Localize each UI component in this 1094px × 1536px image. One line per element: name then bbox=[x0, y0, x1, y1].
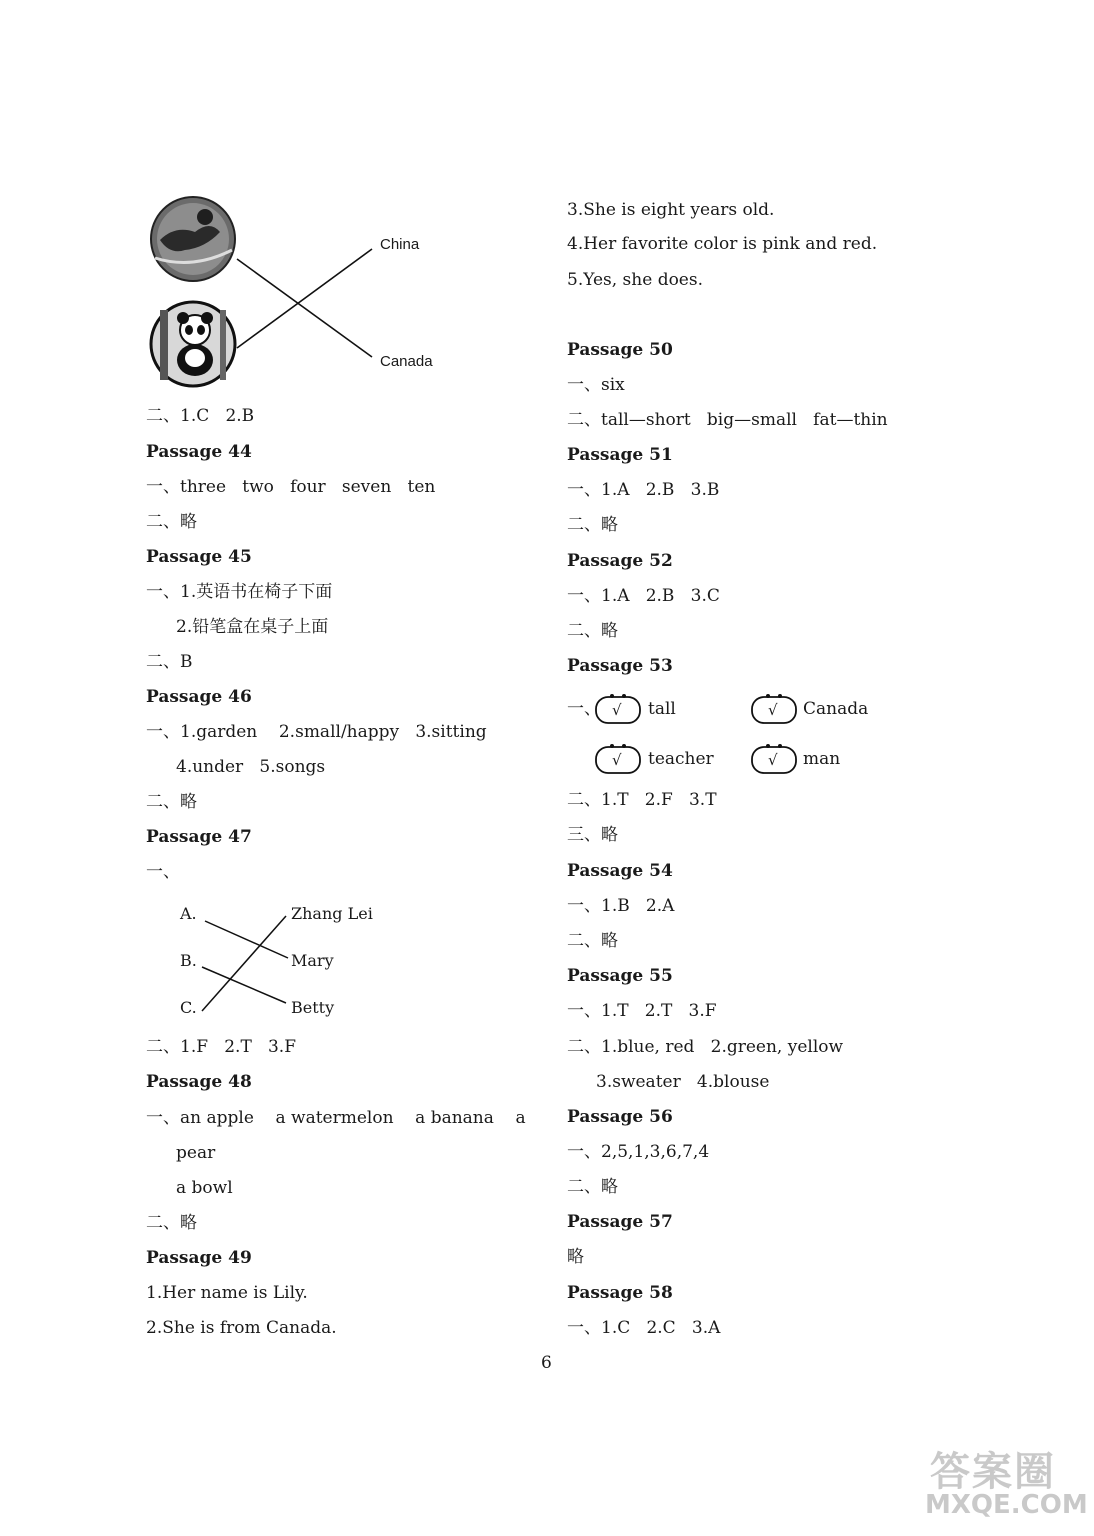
name-mary: Mary bbox=[291, 951, 334, 970]
answer-line: pear bbox=[176, 1143, 216, 1163]
answer-line: 二、略 bbox=[567, 1177, 618, 1197]
watermark-title: 答案圈 bbox=[930, 1449, 1056, 1495]
check-mark-icon: √ bbox=[612, 751, 622, 769]
answer-line: 5.Yes, she does. bbox=[567, 270, 703, 290]
answer-line: 一、an apple a watermelon a banana a bbox=[146, 1108, 526, 1128]
panda-picture-icon bbox=[151, 302, 235, 386]
answer-line: 二、B bbox=[146, 652, 193, 672]
answer-line: 一、2,5,1,3,6,7,4 bbox=[567, 1142, 710, 1162]
passage-heading: Passage 56 bbox=[567, 1107, 673, 1127]
check-mark-icon: √ bbox=[768, 751, 778, 769]
answer-line: 二、略 bbox=[146, 512, 197, 532]
passage-heading: Passage 47 bbox=[146, 827, 252, 847]
answer-line: 4.Her favorite color is pink and red. bbox=[567, 234, 878, 254]
answer-line: 一、three two four seven ten bbox=[146, 477, 436, 497]
label-canada: Canada bbox=[380, 353, 433, 370]
answer-line: 二、1.T 2.F 3.T bbox=[567, 790, 717, 810]
answer-line: 一、 bbox=[146, 862, 180, 882]
answer-line: 二、tall—short big—small fat—thin bbox=[567, 410, 888, 430]
answer-line: 二、1.F 2.T 3.F bbox=[146, 1037, 297, 1057]
page-number: 6 bbox=[541, 1353, 552, 1373]
seal-picture-icon bbox=[151, 197, 235, 281]
check-word-tall: tall bbox=[648, 699, 676, 719]
answer-line: a bowl bbox=[176, 1178, 233, 1198]
answer-line: 一、1.C 2.C 3.A bbox=[567, 1318, 721, 1338]
passage-heading: Passage 52 bbox=[567, 551, 673, 571]
answer-line: 4.under 5.songs bbox=[176, 757, 326, 777]
passage-heading: Passage 50 bbox=[567, 340, 673, 360]
watermark-url: MXQE.COM bbox=[925, 1490, 1088, 1520]
answer-line: 2.铅笔盒在桌子上面 bbox=[176, 617, 329, 637]
answer-line: 1.Her name is Lily. bbox=[146, 1283, 308, 1303]
check-word-canada: Canada bbox=[803, 699, 869, 719]
passage-heading: Passage 54 bbox=[567, 861, 673, 881]
answer-line: 一、1.T 2.T 3.F bbox=[567, 1001, 717, 1021]
name-zhang-lei: Zhang Lei bbox=[291, 904, 373, 923]
answer-line: 一、1.B 2.A bbox=[567, 896, 675, 916]
check-mark-icon: √ bbox=[612, 701, 622, 719]
answer-line: 2.She is from Canada. bbox=[146, 1318, 337, 1338]
passage-heading: Passage 51 bbox=[567, 445, 673, 465]
answer-line: 一、1.A 2.B 3.C bbox=[567, 586, 720, 606]
answer-line: 三、略 bbox=[567, 825, 618, 845]
passage-heading: Passage 48 bbox=[146, 1072, 252, 1092]
answer-line: 二、略 bbox=[567, 621, 618, 641]
passage-heading: Passage 49 bbox=[146, 1248, 252, 1268]
answer-line: 二、略 bbox=[567, 931, 618, 951]
match-line bbox=[237, 259, 372, 357]
match-line bbox=[205, 921, 288, 958]
answer-line: 二、略 bbox=[146, 1213, 197, 1233]
check-word-man: man bbox=[803, 749, 841, 769]
answer-line: 一、 bbox=[567, 699, 601, 719]
answer-line: 二、略 bbox=[146, 792, 197, 812]
match-line bbox=[202, 967, 286, 1003]
answer-line: 二、略 bbox=[567, 515, 618, 535]
answer-line: 二、1.blue, red 2.green, yellow bbox=[567, 1037, 844, 1057]
name-betty: Betty bbox=[291, 998, 335, 1017]
answer-line: 一、1.英语书在椅子下面 bbox=[146, 582, 333, 602]
passage-heading: Passage 58 bbox=[567, 1283, 673, 1303]
label-china: China bbox=[380, 236, 420, 253]
passage-heading: Passage 57 bbox=[567, 1212, 673, 1232]
check-mark-icon: √ bbox=[768, 701, 778, 719]
letter-a: A. bbox=[180, 904, 197, 923]
letter-c: C. bbox=[180, 998, 197, 1017]
passage-heading: Passage 46 bbox=[146, 687, 252, 707]
answer-line: 3.She is eight years old. bbox=[567, 200, 775, 220]
passage-heading: Passage 53 bbox=[567, 656, 673, 676]
match-line bbox=[202, 916, 286, 1011]
match-line bbox=[237, 249, 372, 348]
answer-line: 3.sweater 4.blouse bbox=[596, 1072, 770, 1092]
passage-heading: Passage 45 bbox=[146, 547, 252, 567]
answer-line: 一、six bbox=[567, 375, 625, 395]
passage-heading: Passage 55 bbox=[567, 966, 673, 986]
check-word-teacher: teacher bbox=[648, 749, 714, 769]
answer-line: 一、1.A 2.B 3.B bbox=[567, 480, 720, 500]
passage-heading: Passage 44 bbox=[146, 442, 252, 462]
letter-b: B. bbox=[180, 951, 197, 970]
answer-line: 一、1.garden 2.small/happy 3.sitting bbox=[146, 722, 487, 742]
answer-line: 二、1.C 2.B bbox=[146, 406, 255, 426]
answer-line: 略 bbox=[567, 1247, 584, 1267]
